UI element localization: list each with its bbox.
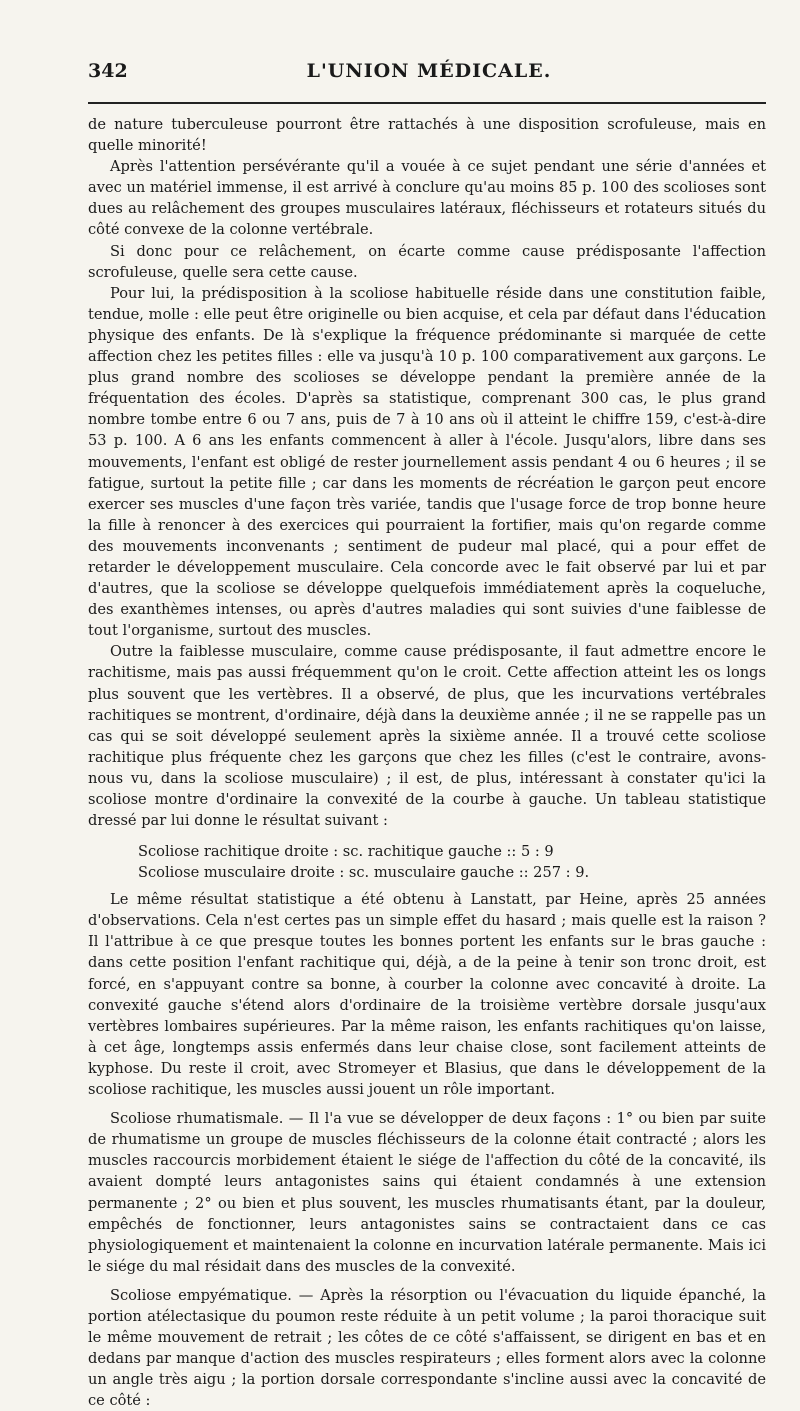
section-gap — [88, 1277, 766, 1285]
paragraph: Outre la faiblesse musculaire, comme cause prédisposante, il faut admettre encore le rachitisme, mais pas aussi fréquemment qu'on le croit. Cette affection atteint les os longs plus souvent que les vertèbres. Il a observé, de plus, que les incurvations vertébrales rachitiques se montrent, d'ordinaire, déjà dans la deuxième année ; il ne se rappelle pas un cas qui se soit développé seulement après la sixième année. Il a trouvé cette scoliose rachitique plus fréquente chez les garçons que chez les filles (c'est le contraire, avons-nous vu, dans la scoliose musculaire) ; il est, de plus, intéressant à constater qu'ici la scoliose montre d'ordinaire la convexité de la courbe à gauche. Un tableau statistique dressé par lui donne le résultat suivant : — [88, 643, 766, 830]
stat-line: Scoliose musculaire droite : sc. musculaire gauche :: 257 : 9. — [138, 864, 590, 882]
section-gap — [88, 1100, 766, 1108]
paragraph: Le même résultat statistique a été obtenu à Lanstatt, par Heine, après 25 années d'observations. Cela n'est certes pas un simple effet du hasard ; mais quelle est la raison ? Il l'attribue à ce que presque toutes les bonnes portent les enfants sur le bras gauche : dans cette position l'enfant rachitique qui, déjà, a de la peine à tenir son tronc droit, est forcé, en s'appuyant contre sa bonne, à courber la colonne avec concavité à droite. La convexité gauche s'étend alors d'ordinaire de la troisième vertèbre dorsale jusqu'aux vertèbres lombaires supérieures. Par la même raison, les enfants rachitiques qu'on laisse, à cet âge, longtemps assis enfermés dans leur chaise close, sont facilement atteints de kyphose. Du reste il croit, avec Stromeyer et Blasius, que dans le développement de la scoliose rachitique, les muscles aussi jouent un rôle important. — [88, 891, 766, 1099]
paragraph: de nature tuberculeuse pourront être rattachés à une disposition scrofuleuse, mais en quelle minorité! — [88, 116, 766, 155]
stat-line: Scoliose rachitique droite : sc. rachitique gauche :: 5 : 9 — [138, 843, 554, 861]
paragraph: Après l'attention persévérante qu'il a vouée à ce sujet pendant une série d'années et avec un matériel immense, il est arrivé à conclure qu'au moins 85 p. 100 des scolioses sont dues au relâchement des groupes musculaires latéraux, fléchisseurs et rotateurs situés du côté convexe de la colonne vertébrale. — [88, 158, 766, 239]
page-header — [88, 60, 766, 96]
statistics-table — [88, 841, 766, 883]
paragraph: Pour lui, la prédisposition à la scoliose habituelle réside dans une constitution faible, tendue, molle : elle peut être originelle ou bien acquise, et cela par défaut dans l'éducation physique des enfants. De là s'explique la fréquence prédominante si marquée de cette affection chez les petites filles : elle va jusqu'à 10 p. 100 comparativement aux garçons. Le plus grand nombre des scolioses se développe pendant la première année de la fréquentation des écoles. D'après sa statistique, comprenant 300 cas, le plus grand nombre tombe entre 6 ou 7 ans, puis de 7 à 10 ans où il atteint le chiffre 159, c'est-à-dire 53 p. 100. A 6 ans les enfants commencent à aller à l'école. Jusqu'alors, libre dans ses mouvements, l'enfant est obligé de rester journellement assis pendant 4 ou 6 heures ; il se fatigue, surtout la petite fille ; car dans les moments de récréation le garçon peut encore exercer ses muscles d'une façon très variée, tandis que l'usage force de trop bonne heure la fille à renoncer à des exercices qui pourraient la fortifier, mais qu'on regarde comme des mouvements inconvenants ; sentiment de pudeur mal placé, qui a pour effet de retarder le développement musculaire. Cela concorde avec le fait observé par lui et par d'autres, que la scoliose se développe quelquefois immédiatement après la coqueluche, des exanthèmes intenses, ou après d'autres maladies qui sont suivies d'une faiblesse de tout l'organisme, surtout des muscles. — [88, 284, 766, 640]
header-rule — [88, 102, 766, 104]
paragraph-rheumatic: Scoliose rhumatismale. — Il l'a vue se développer de deux façons : 1° ou bien par suite de rhumatisme un groupe de muscles fléchisseurs de la colonne était contracté ; alors les muscles raccourcis morbidement étaient le siége de l'affection du côté de la concavité, ils avaient dompté leurs antagonistes sains qui étaient condamnés à une extension permanente ; 2° ou bien et plus souvent, les muscles rhumatisants étant, par la douleur, empêchés de fonctionner, leurs antagonistes sains se contractaient dans ce cas physiologiquement et maintenaient la colonne en incurvation latérale permanente. Mais ici le siége du mal résidait dans des muscles de la convexité. — [88, 1110, 766, 1275]
paragraph-empyematic: Scoliose empyématique. — Après la résorption ou l'évacuation du liquide épanché, la portion atélectasique du poumon reste réduite à un petit volume ; la paroi thoracique suit le même mouvement de retrait ; les côtes de ce côté s'affaissent, se dirigent en bas et en dedans par manque d'action des muscles respirateurs ; elles forment alors avec la colonne un angle très aigu ; la portion dorsale correspondante s'incline aussi avec la concavité de ce côté : — [88, 1286, 766, 1410]
paragraph: Si donc pour ce relâchement, on écarte comme cause prédisposante l'affection scrofuleuse, quelle sera cette cause. — [88, 242, 766, 281]
running-title: L'UNION MÉDICALE. — [306, 60, 552, 82]
page-number: 342 — [88, 60, 128, 82]
